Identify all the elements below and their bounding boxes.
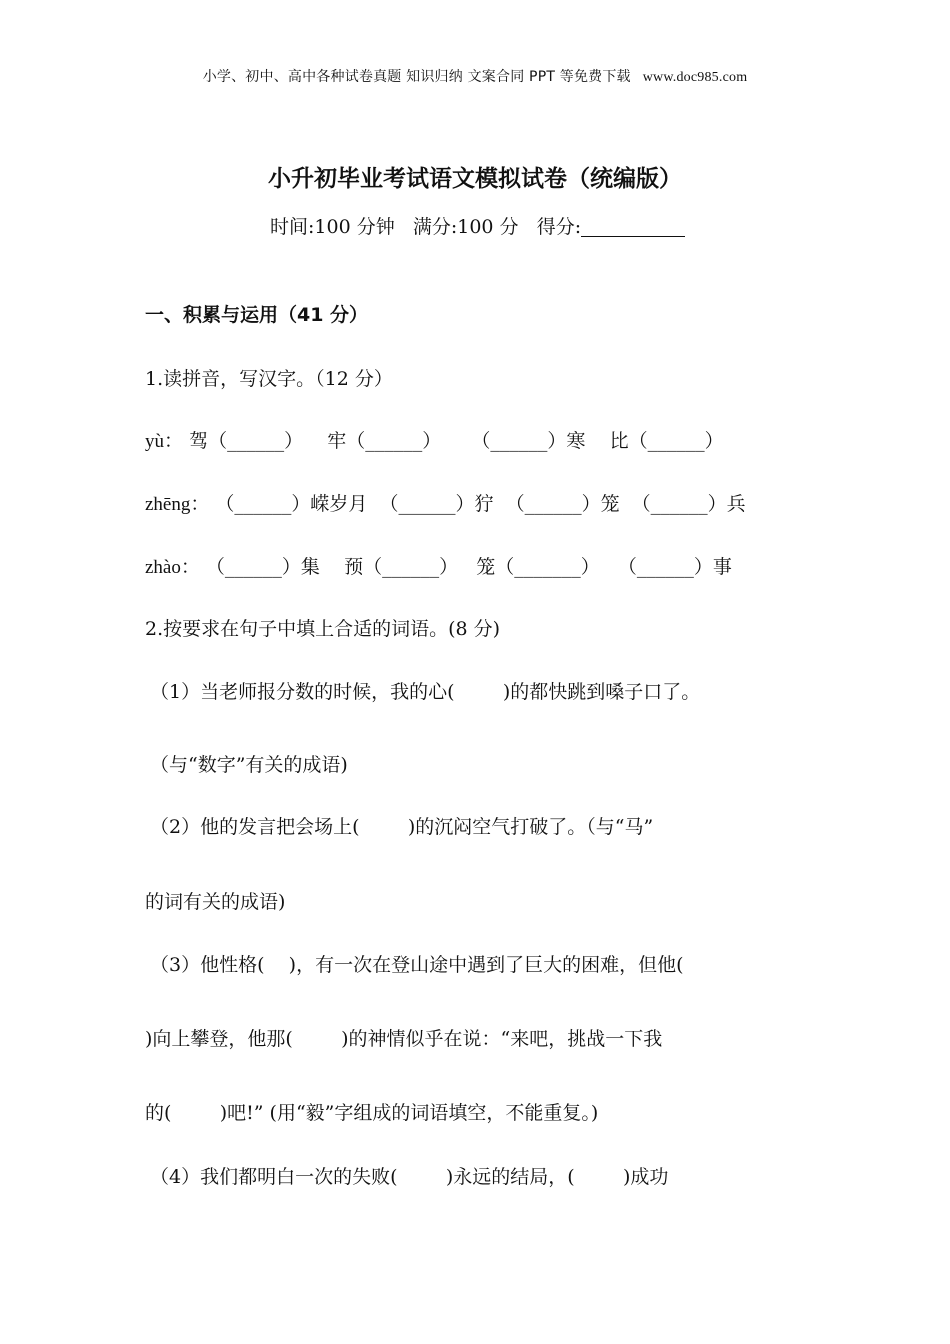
pinyin-label: zhēng： [145,494,210,515]
section-1-heading: 一、积累与运用（41 分） [145,304,369,326]
exam-meta [270,212,685,239]
header-url[interactable]: www.doc985.com [642,70,748,85]
q1-stem: 1.读拼音，写汉字。（12 分） [145,368,393,390]
q1-row-items: 驾（______） 牢（______） （______）寒 比（______） [189,430,724,452]
q1-row-zhao [145,552,732,579]
q2-line-4: 的词有关的成语) [145,891,286,913]
time-info: 时间:100 分钟 [270,216,395,238]
q1-row-yu [145,426,724,453]
pinyin-label: zhào： [145,557,200,578]
q2-line-1: （1）当老师报分数的时候，我的心( )的都快跳到嗓子口了。 [150,681,701,703]
q2-line-5: （3）他性格( )，有一次在登山途中遇到了巨大的困难，但他( [150,954,684,976]
q2-line-2: （与“数字”有关的成语) [150,754,348,776]
q1-row-items: （______）嵘岁月 （______）狞 （______）笼 （______）兵 [215,493,746,515]
q2-line-3: （2）他的发言把会场上( )的沉闷空气打破了。（与“马” [150,816,654,838]
q2-line-7: 的( )吧!” (用“毅”字组成的词语填空，不能重复。) [145,1102,599,1124]
full-score-info: 满分:100 分 [412,216,519,238]
exam-title: 小升初毕业考试语文模拟试卷（统编版） [268,166,682,192]
q2-stem: 2.按要求在句子中填上合适的词语。(8 分) [145,618,501,640]
header-text: 小学、初中、高中各种试卷真题 知识归纳 文案合同 PPT 等免费下载 [202,69,631,85]
q2-line-6: )向上攀登，他那( )的神情似乎在说：“来吧，挑战一下我 [145,1028,663,1050]
pinyin-label: yù： [145,431,184,452]
q2-line-8: （4）我们都明白一次的失败( )永远的结局，( )成功 [150,1166,669,1188]
page-header [0,66,950,86]
q1-row-zheng [145,489,746,516]
score-blank[interactable] [581,218,685,237]
q1-row-items: （______）集 预（______） 笼（_______） （______）事 [205,556,732,578]
score-label: 得分: [536,216,582,238]
